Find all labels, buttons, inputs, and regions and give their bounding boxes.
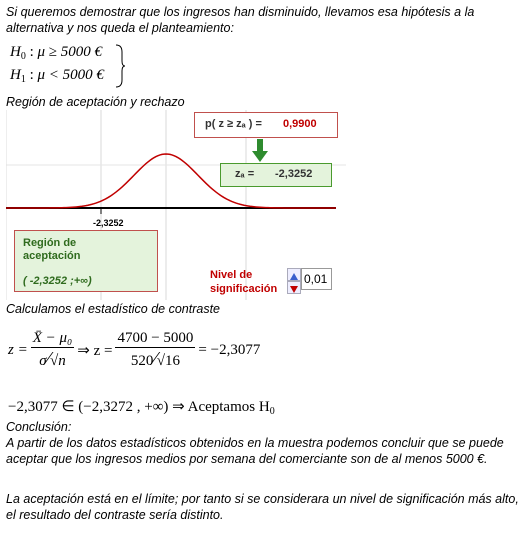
hypothesis-h0: $H_0$ : μ ≥ 5000 €	[10, 44, 103, 62]
acceptance-interval: ( -2,3252 ;+∞)	[23, 275, 92, 287]
probability-value: 0,9900	[283, 118, 317, 130]
z-formula: z = $\frac{\text{X̄ − μ₀}}{\sigma⁄√n}$ ⇒ z = $\frac{4700 - 5000}{520⁄√16}$ = −2,3077	[8, 330, 261, 370]
z-value: -2,3252	[275, 168, 313, 180]
spin-up-button[interactable]	[287, 268, 301, 281]
hypothesis-brace	[114, 44, 126, 88]
probability-label: p( z ≥ zₐ ) =	[205, 118, 262, 130]
intro-text: Si queremos demostrar que los ingresos han disminuido, llevamos esa hipótesis a la alternativa y nos queda el planteamiento:	[6, 5, 475, 35]
membership-line: −2,3077 ∈ (−2,3272 , +∞) ⇒ Aceptamos $H_0$	[8, 399, 275, 417]
region-title: Región de aceptación y rechazo	[6, 95, 185, 109]
spin-down-button[interactable]	[287, 281, 301, 294]
z-label: zₐ =	[235, 168, 255, 180]
triangle-down-icon	[288, 284, 300, 295]
significance-input[interactable]	[301, 268, 332, 290]
significance-label: Nivel de significación	[210, 269, 278, 295]
conclusion-title: Conclusión:	[6, 420, 72, 434]
critical-value-label: -2,3252	[93, 218, 124, 228]
acceptance-region-box	[14, 230, 158, 292]
statistic-title: Calculamos el estadístico de contraste	[6, 302, 220, 316]
probability-box	[194, 112, 338, 138]
down-arrow-icon	[252, 139, 268, 163]
acceptance-title: Región de aceptación	[23, 237, 81, 262]
conclusion-paragraph-1: A partir de los datos estadísticos obtenidos en la muestra podemos concluir que se puede aceptar que los ingresos medios por semana del comerciante son de al menos 5000 €.	[6, 436, 504, 466]
z-critical-box	[220, 163, 332, 187]
conclusion-paragraph-2: La aceptación está en el límite; por tanto si se considerara un nivel de significación más alto, el resultado del contraste sería distinto.	[6, 492, 519, 522]
hypothesis-h1: $H_1$ : μ < 5000 €	[10, 67, 104, 85]
